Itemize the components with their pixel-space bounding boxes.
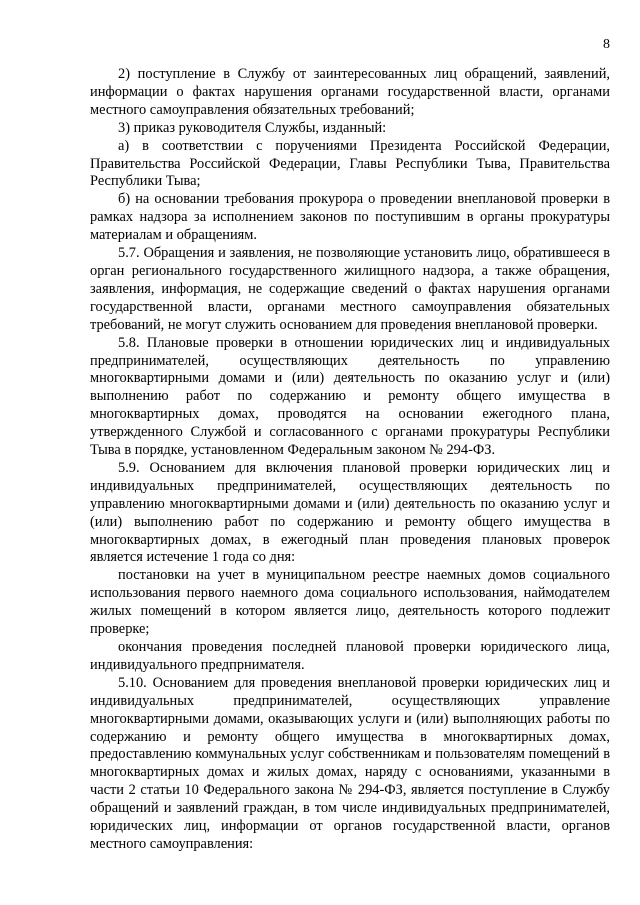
paragraph-item-2-receipt: 2) поступление в Службу от заинтересованных лиц обращений, заявлений, информации о фактах нарушения органами государственной власти, органами местного самоуправления обязательных требований;: [90, 66, 610, 118]
paragraph-5-10: 5.10. Основанием для проведения внеплановой проверки юридических лиц и индивидуальных предпринимателей, осуществляющих управление многоквартирными домами, оказывающих услуги и (или) выполняющих работы по содержанию и ремонту общего имущества в многоквартирных домах, предоставлению коммунальных услуг собственникам и пользователям помещений в многоквартирных домах и жилых домах, наряду с основаниями, указанными в части 2 статьи 10 Федерального закона № 294-ФЗ, является поступление в Службу обращений и заявлений граждан, в том числе индивидуальных предпринимателей, юридических лиц, информации от органов государственной власти, органов местного самоуправления:: [90, 674, 610, 852]
paragraph-subitem-b: б) на основании требования прокурора о проведении внеплановой проверки в рамках надзора за исполнением законов по поступившим в органы прокуратуры материалам и обращениям.: [90, 191, 610, 244]
paragraph-5-9-last-inspection: окончания проведения последней плановой проверки юридического лица, индивидуального предпрнимателя.: [90, 639, 610, 673]
page-number: 8: [603, 37, 610, 52]
paragraph-item-3-order: 3) приказ руководителя Службы, изданный:: [118, 119, 387, 136]
document-body: [90, 66, 610, 854]
paragraph-5-9: 5.9. Основанием для включения плановой проверки юридических лиц и индивидуальных предпринимателей, осуществляющих деятельность по управлению многоквартирными домами и (или) деятельность по оказанию услуг и (или) выполнению работ по содержанию и ремонту общего имущества в многоквартирных домах, в ежегодный план проведения плановых проверок является истечение 1 года со дня:: [90, 459, 610, 566]
paragraph-subitem-a: а) в соответствии с поручениями Президента Российской Федерации, Правительства Российской Федерации, Главы Республики Тыва, Правительства Республики Тыва;: [90, 137, 610, 190]
paragraph-5-8: 5.8. Плановые проверки в отношении юридических лиц и индивидуальных предпринимателей, осуществляющих деятельность по управлению многоквартирными домами и (или) деятельность по оказанию услуг и (или) выполнению работ по содержанию и ремонту общего имущества в многоквартирных домах, проводятся на основании ежегодного плана, утвержденного Службой и согласованного с органами прокуратуры Республики Тыва в порядке, установленном Федеральным законом № 294-ФЗ.: [90, 334, 610, 459]
paragraph-5-9-registration: постановки на учет в муниципальном реестре наемных домов социального использования первого наемного дома социального использования, наймодателем жилых помещений в котором является лицо, деятельность которого подлежит проверке;: [90, 567, 610, 638]
paragraph-5-7: 5.7. Обращения и заявления, не позволяющие установить лицо, обратившееся в орган регионального государственного жилищного надзора, а также обращения, заявления, информация, не содержащие сведений о фактах нарушения органами государственной власти, органами местного самоуправления обязательных требований, не могут служить основанием для проведения внеплановой проверки.: [90, 245, 610, 333]
